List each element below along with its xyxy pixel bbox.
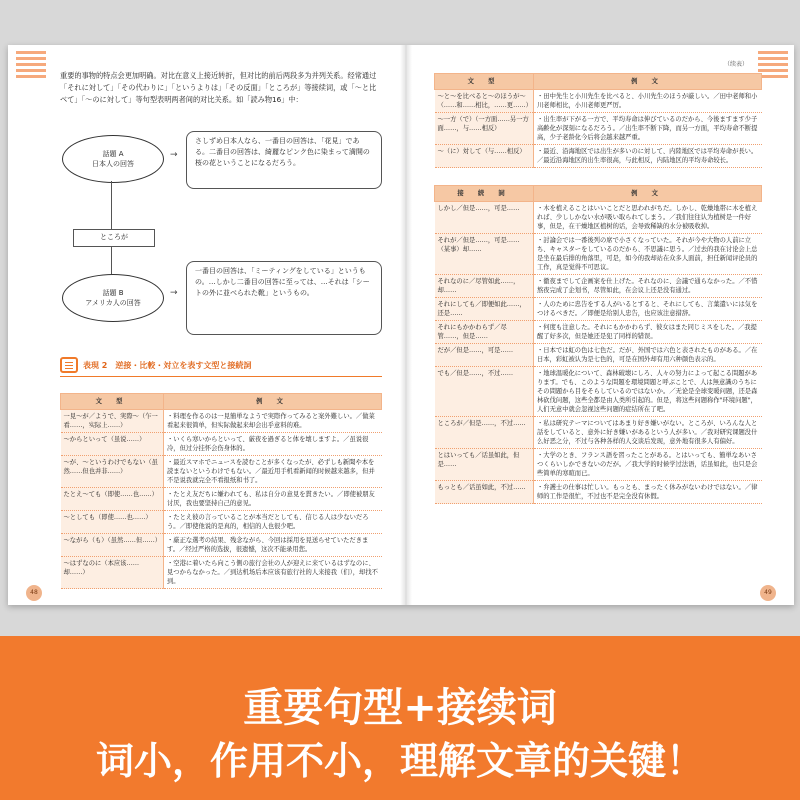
conjunction-cell: しかし／但是……，可是…… [435, 202, 534, 234]
section-divider [60, 376, 382, 377]
pattern-cell: ～ながら（も）（虽然……但……） [61, 534, 164, 557]
example-cell: ・出生率が下がる一方で、平均寿命は伸びているのだから、今後ますます少子高齢化が深刻になるだろう。／出生率不断下降，而另一方面，平均寿命不断提高，少子老龄化今后将会越来越严重。 [534, 113, 762, 145]
open-book [8, 45, 794, 605]
answer-a-box: さしずめ日本人なら、一番目の回答は、「花見」である。二番目の回答は、綺麗なピンク色に染まって満開の桜の花ということになるだろう。 [186, 131, 382, 189]
table-row [435, 113, 762, 145]
example-cell: ・大学のとき、フランス語を習ったことがある。とはいっても、簡単なあいさつくらいしかできないのだが。／我大学的时候学过法语，话虽如此，也只是会些简单的寒暄而已。 [534, 449, 762, 481]
topic-a-subtitle: 日本人の回答 [92, 160, 134, 168]
table-row [61, 433, 382, 456]
intro-paragraph: 重要的事物的特点会更加明确。对比在意义上接近转折，但对比的前后两段多为并列关系。经常通过「それに対して」「その代わりに」「というよりは」「その反面」「ところが」等接续词，或「～と比べて」「～のに対して」等句型表明两者间的对比关系。如「読み物16」中： [60, 71, 377, 104]
arrow-icon: → [170, 150, 178, 160]
table-row [61, 456, 382, 488]
table-row [435, 298, 762, 321]
col-header-example: 例 文 [164, 394, 382, 410]
left-page [8, 45, 404, 605]
example-cell: ・弁護士の仕事は忙しい。もっとも、まったく休みがないわけではない。／律师的工作是很忙，不过也不是完全没有休假。 [534, 481, 762, 504]
document-icon [60, 357, 78, 373]
example-cell: ・厳正な選考の結果、残念ながら、今回は採用を見送らせていただきます。／经过严格的选拔，很遗憾，这次不能录用您。 [164, 534, 382, 557]
table-row [435, 481, 762, 504]
pattern-cell: たとえ～ても（即使……也……） [61, 488, 164, 511]
conjunction-cell: とはいっても／话虽如此，但是…… [435, 449, 534, 481]
example-cell: ・人のために忠告をする人がいるとすると、それにしても、言葉遣いには気をつけるべきだ。／即便是给别人忠告，也应该注意措辞。 [534, 298, 762, 321]
page-number: 48 [26, 585, 42, 601]
col-header-conjunction: 接 続 詞 [435, 186, 534, 202]
example-cell: ・私は研究テーマについてはあまり好き嫌いがない。ところが、いろんな人と話をしていると、意外に好き嫌いがあるという人が多い。／我对研究课题没什么好恶之分，不过与各种各样的人交谈后发现，意外地有很多人有偏好。 [534, 417, 762, 449]
table-row [435, 145, 762, 168]
conjunction-cell: それなのに／尽管如此……，却…… [435, 275, 534, 298]
conjunction-cell: でも／但是……，不过…… [435, 367, 534, 417]
example-cell: ・いくら寒いからといって、厳夜を過ぎると体を壊しますよ。／虽说很冷，但过分挂怀会伤身体的。 [164, 433, 382, 456]
pattern-cell: ～はずなのに（本应该……却……） [61, 557, 164, 589]
section-heading [60, 357, 251, 373]
table-row [61, 488, 382, 511]
example-cell: ・何度も注意した。それにもかかわらず、彼女はまた同じミスをした。／我提醒了好多次，但是她还是犯了同样的错误。 [534, 321, 762, 344]
example-cell: ・地球温暖化について、森林破壊にしろ、人々の努力によって起こる問題があります。でも、このような問題を環境問題と呼ぶことで、人は無意識のうちにその問題から目をそらしているのではないか。／无论是全球变暖问题，还是森林砍伐问题，这些全都是由人类所引起的。但是，将这些问题称作"环境问题"，人们无意中就会忽视这些问题的症结所在了吧。 [534, 367, 762, 417]
example-cell: ・討論会では一番後列の席で小さくなっていた。それが今や大物の人前に立ち、キャスターをしているのだから、不思議に思う。／过去的我在讨论会上总是坐在最后排的角落里，可是，如今的我却站在众多人面前，担任新闻评论员的工作，真是觉得不可思议。 [534, 234, 762, 275]
topic-b-subtitle: アメリカ人の回答 [85, 299, 141, 307]
table-row [435, 367, 762, 417]
table-row [61, 534, 382, 557]
arrow-icon: → [170, 288, 178, 298]
banner-headline: 重要句型+接续词 [243, 685, 557, 731]
connector-line [111, 181, 112, 229]
pattern-cell: ～としても（即使……也……） [61, 511, 164, 534]
example-cell: ・最近スマホでニュースを読むことが多くなったが、必ずしも新聞や本を読まないというわけでもない。／最近用手机看新闻的时候越来越多，但并不是说我就完全不看报纸和书了。 [164, 456, 382, 488]
topic-a-oval [62, 135, 164, 183]
table-row [435, 417, 762, 449]
decorative-stripes [758, 51, 788, 81]
table-row [435, 321, 762, 344]
col-header-pattern: 文 型 [435, 74, 534, 90]
conjunction-cell: だが／但是……，可是…… [435, 344, 534, 367]
example-cell: ・日本では虹の色は七色だ。だが、外国では六色と表されたものがある。／在日本，彩虹被认为是七色的，可是在国外却有用六种颜色表示的。 [534, 344, 762, 367]
example-cell: ・料理を作るのは一見簡単なようで実際作ってみると案外難しい。／做菜看起来很简单，但实际做起来却会出乎意料的难。 [164, 410, 382, 433]
conjunction-cell: ところが／但是……，不过…… [435, 417, 534, 449]
banner-subheadline: 词小，作用不小，理解文章的关键！ [95, 739, 704, 783]
pattern-cell: ～一方（で）（一方面……另一方面……，与……相反） [435, 113, 534, 145]
table-row [435, 90, 762, 113]
pattern-cell: 一見～が／ようで、実際～（乍一看……，实际上……） [61, 410, 164, 433]
table-row [435, 234, 762, 275]
topic-b-oval [62, 274, 164, 322]
conjunction-cell: それにもかかわらず／尽管……，但是…… [435, 321, 534, 344]
example-cell: ・木を植えることはいいことだと思われがちだ。しかし、乾燥地帯に木を植えれば、少ししかない水が吸い取られてしまう。／我们往往认为植树是一件好事，但是，在干燥地区植树的话，会导致稀缺的水分被吸收掉。 [534, 202, 762, 234]
right-table-patterns [434, 73, 762, 168]
pattern-cell: ～（に）対して（与……相反） [435, 145, 534, 168]
pattern-cell: ～が、～というわけでもない（虽然……但也并非……） [61, 456, 164, 488]
connector-box: ところが [73, 229, 155, 247]
example-cell: ・空港に着いたら向こう側の旅行会社の人が迎えに来ているはずなのに、見つからなかった。／到达机场后本应该有旅行社的人来接我（们），却找不到。 [164, 557, 382, 589]
answer-b-box: 一番目の回答は、「ミーティングをしている」というもの。…しかし二番目の回答に至っては、…それは「シートの外に並べられた靴」というもの。 [186, 261, 382, 335]
table-row [61, 410, 382, 433]
col-header-example: 例 文 [534, 186, 762, 202]
left-table [60, 393, 382, 589]
topic-a-title: 話題 A [102, 150, 124, 158]
example-cell: ・たとえ彼の言っていることが本当だとしても、信じる人は少ないだろう。／即使他说的是真的，相信的人也很少吧。 [164, 511, 382, 534]
table-row [61, 557, 382, 589]
example-cell: ・徹夜までして企画案を仕上げた。それなのに、会議で通らなかった。／不惜熬夜完成了企划书，尽管如此，在会议上还是没有通过。 [534, 275, 762, 298]
table-row [435, 449, 762, 481]
section-title: 表現 2 逆接・比較・対立を表す文型と接続詞 [83, 360, 252, 370]
col-header-example: 例 文 [534, 74, 762, 90]
pattern-cell: ～からといって（虽说……） [61, 433, 164, 456]
right-table-conjunctions [434, 185, 762, 504]
table-row [435, 202, 762, 234]
col-header-pattern: 文 型 [61, 394, 164, 410]
pattern-cell: ～と～を比べると～のほうが～（……和……相比，……更……） [435, 90, 534, 113]
topic-b-title: 話題 B [102, 289, 124, 297]
continued-label: （续表） [723, 61, 748, 68]
table-row [435, 275, 762, 298]
example-cell: ・田中先生と小川先生を比べると、小川先生のほうが厳しい。／田中老师和小川老师相比，小川老师更严厉。 [534, 90, 762, 113]
conjunction-cell: それが／但是……，可是……（某事）却…… [435, 234, 534, 275]
connector-line [111, 246, 112, 274]
right-page [406, 45, 794, 605]
conjunction-cell: それにしても／即便如此……，还是…… [435, 298, 534, 321]
table-row [435, 344, 762, 367]
table-row [61, 511, 382, 534]
page-number: 49 [760, 585, 776, 601]
conjunction-cell: もっとも／话虽如此，不过…… [435, 481, 534, 504]
example-cell: ・たとえ友だちに嫌われても、私は自分の意見を貫きたい。／即使被朋友讨厌，我也要坚持自己的意见。 [164, 488, 382, 511]
example-cell: ・最近、沿海地区では出生が多いのに対して、内陸地区では平均寿命が長い。／最近沿海地区的出生率很高，与此相反，内陆地区的平均寿命较长。 [534, 145, 762, 168]
decorative-stripes [16, 51, 46, 81]
